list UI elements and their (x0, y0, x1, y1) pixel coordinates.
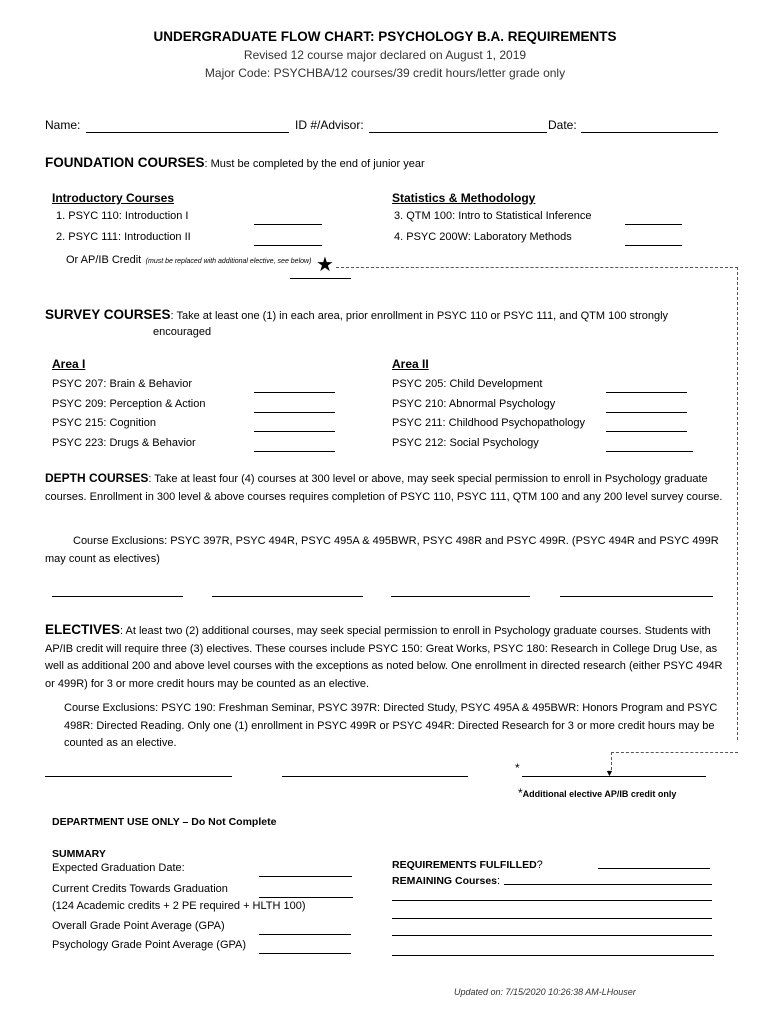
arrow-down-icon: ▼ (605, 768, 614, 778)
remaining-line-2[interactable] (392, 900, 712, 901)
ap-connector-bottom (611, 752, 738, 753)
psych-gpa-field[interactable] (259, 953, 351, 954)
grade-field-psyc210[interactable] (606, 412, 687, 413)
stats-heading: Statistics & Methodology (392, 191, 536, 205)
area1-heading: Area I (52, 357, 86, 371)
current-credits-field[interactable] (259, 897, 353, 898)
psych-gpa-label: Psychology Grade Point Average (GPA) (52, 939, 247, 951)
grade-field-qtm100[interactable] (625, 224, 682, 225)
grade-field-psyc211[interactable] (606, 431, 687, 432)
requirements-fulfilled-field[interactable] (598, 868, 710, 869)
star-icon: ★ (316, 254, 334, 276)
grade-field-psyc215[interactable] (254, 431, 335, 432)
page-title: UNDERGRADUATE FLOW CHART: PSYCHOLOGY B.A. REQUIREMENTS (153, 29, 617, 44)
department-heading: DEPARTMENT USE ONLY – Do Not Complete (52, 816, 277, 828)
ap-credit-field[interactable] (290, 278, 351, 279)
grade-field-psyc111[interactable] (254, 245, 322, 246)
elective-field-2[interactable] (282, 776, 468, 777)
revised-note: Revised 12 course major declared on August 1, 2019 (243, 48, 527, 62)
expected-grad-field[interactable] (259, 876, 352, 877)
course-psyc223: PSYC 223: Drugs & Behavior (52, 437, 196, 449)
overall-gpa-field[interactable] (259, 934, 351, 935)
credits-note: (124 Academic credits + 2 PE required + HLTH 100) (52, 900, 306, 912)
summary-heading: SUMMARY (52, 848, 106, 860)
remaining-line-4[interactable] (392, 935, 712, 936)
electives-exclusions: Course Exclusions: PSYC 190: Freshman Seminar, PSYC 397R: Directed Study, PSYC 495A & 495BWR: Honors Program and PSYC 498R: Directed Reading. Only one (1) enrollment in PSYC 499R or PSYC 494R: Directed Research for 3 or more credit hours may be counted as an elective. (64, 702, 718, 749)
course-psyc211: PSYC 211: Childhood Psychopathology (392, 417, 586, 429)
expected-grad-label: Expected Graduation Date: (52, 862, 185, 874)
grade-field-psyc209[interactable] (254, 412, 335, 413)
course-psyc111: 2. PSYC 111: Introduction II (56, 231, 191, 243)
depth-course-field-2[interactable] (212, 596, 363, 597)
course-psyc200w: 4. PSYC 200W: Laboratory Methods (394, 231, 572, 243)
grade-field-psyc205[interactable] (606, 392, 687, 393)
grade-field-psyc110[interactable] (254, 224, 322, 225)
course-psyc212: PSYC 212: Social Psychology (392, 437, 539, 449)
remaining-courses-label: REMAINING Courses: (392, 875, 501, 887)
ap-connector-vertical (737, 267, 738, 740)
depth-course-field-4[interactable] (560, 596, 713, 597)
area2-heading: Area II (392, 357, 429, 371)
grade-field-psyc212[interactable] (606, 451, 693, 452)
date-field[interactable] (581, 132, 718, 133)
major-code: Major Code: PSYCHBA/12 courses/39 credit hours/letter grade only (204, 66, 566, 80)
course-psyc209: PSYC 209: Perception & Action (52, 398, 206, 410)
date-label: Date: (548, 118, 577, 132)
course-qtm100: 3. QTM 100: Intro to Statistical Inference (394, 210, 592, 222)
current-credits-label: Current Credits Towards Graduation (52, 883, 228, 895)
course-psyc215: PSYC 215: Cognition (52, 417, 156, 429)
depth-course-field-1[interactable] (52, 596, 183, 597)
id-advisor-label: ID #/Advisor: (295, 118, 364, 132)
remaining-line-1[interactable] (504, 884, 712, 885)
elective-field-1[interactable] (45, 776, 232, 777)
survey-desc-cont: encouraged (153, 326, 212, 338)
grade-field-psyc200w[interactable] (625, 245, 682, 246)
grade-field-psyc223[interactable] (254, 451, 335, 452)
grade-field-psyc207[interactable] (254, 392, 335, 393)
remaining-line-5[interactable] (392, 955, 714, 956)
elective-asterisk: * (515, 761, 520, 775)
requirements-fulfilled-label: REQUIREMENTS FULFILLED? (392, 859, 543, 871)
course-psyc207: PSYC 207: Brain & Behavior (52, 378, 193, 390)
overall-gpa-label: Overall Grade Point Average (GPA) (52, 920, 225, 932)
intro-courses-heading: Introductory Courses (52, 191, 175, 205)
depth-exclusions: Course Exclusions: PSYC 397R, PSYC 494R, PSYC 495A & 495BWR, PSYC 498R and PSYC 499R. (PSYC 494R and PSYC 499R may count as electives) (45, 535, 719, 565)
updated-footer: Updated on: 7/15/2020 10:26:38 AM-LHouser (454, 987, 636, 997)
elective-field-ap[interactable] (522, 776, 706, 777)
ap-ib-credit: Or AP/IB Credit (must be replaced with additional elective, see below) (66, 254, 312, 266)
id-advisor-field[interactable] (369, 132, 547, 133)
course-psyc210: PSYC 210: Abnormal Psychology (392, 398, 556, 410)
foundation-heading: FOUNDATION COURSES: Must be completed by the end of junior year (45, 155, 425, 170)
course-psyc205: PSYC 205: Child Development (392, 378, 543, 390)
course-psyc110: 1. PSYC 110: Introduction I (56, 210, 189, 222)
depth-course-field-3[interactable] (391, 596, 530, 597)
ap-elective-note: *Additional elective AP/IB credit only (518, 786, 677, 800)
electives-section: ELECTIVES: At least two (2) additional courses, may seek special permission to enroll in Psychology graduate courses. Students with AP/IB credit will require three (3) electives. These courses include PSYC 150: Great Works, PSYC 180: Research in College Drug Use, as well as additional 200 and above level courses with the exceptions as noted below. One enrollment in directed research (either PSYC 494R or 499R) for 3 or more credit hours may be counted as an elective. (45, 622, 723, 690)
ap-connector-line (336, 267, 738, 268)
survey-heading: SURVEY COURSES: Take at least one (1) in each area, prior enrollment in PSYC 110 or PSYC 111, and QTM 100 strongly (45, 307, 669, 322)
remaining-line-3[interactable] (392, 918, 712, 919)
name-field[interactable] (86, 132, 289, 133)
name-label: Name: (45, 118, 81, 132)
depth-section: DEPTH COURSES: Take at least four (4) courses at 300 level or above, may seek special permission to enroll in Psychology graduate courses. Enrollment in 300 level & above courses requires completion of PSYC 110, PSYC 111, QTM 100 and any 200 level survey course. (45, 471, 723, 503)
